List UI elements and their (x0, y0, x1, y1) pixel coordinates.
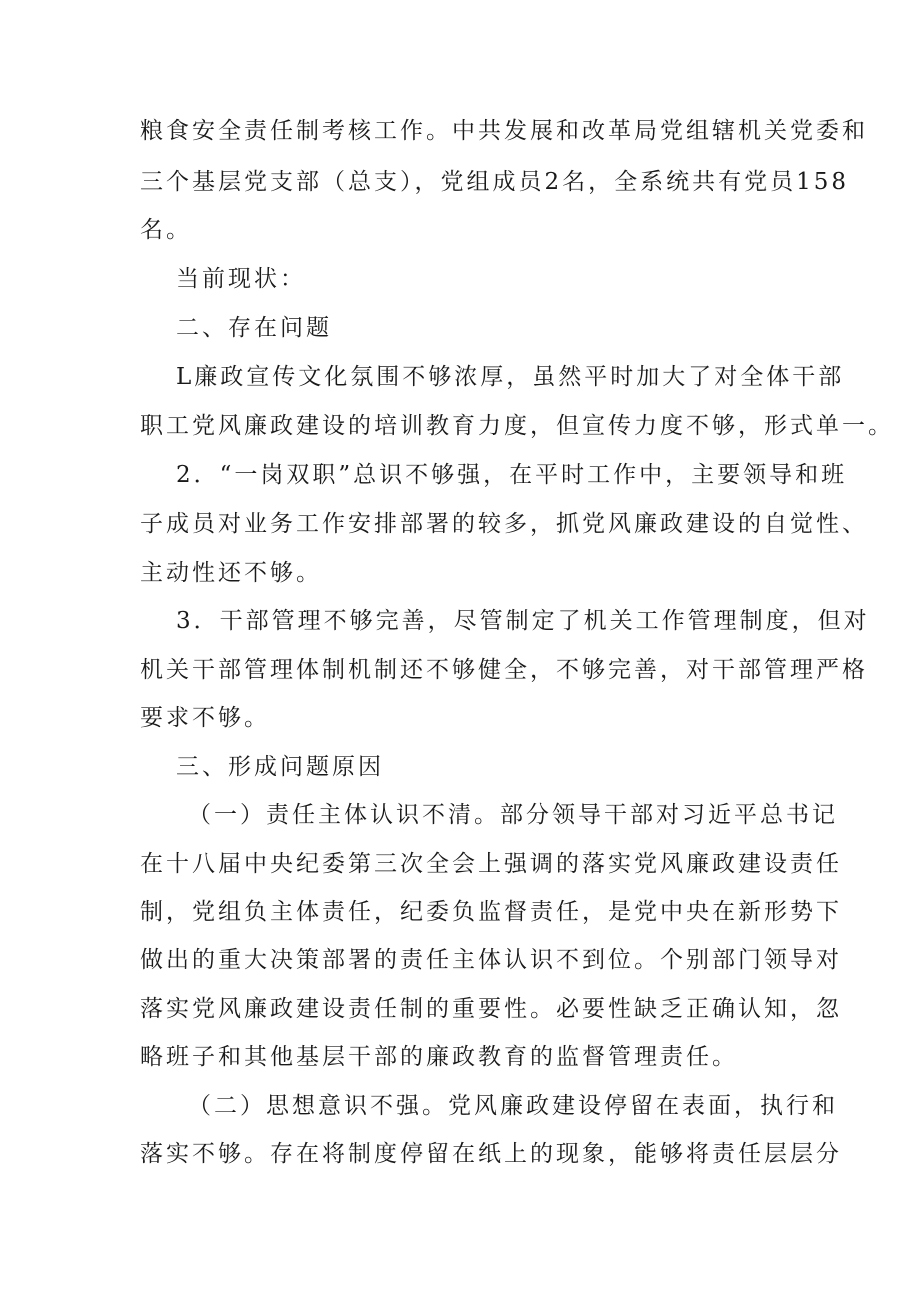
issue-3-line-3: 要求不够。 (140, 705, 270, 731)
cause-1-line-3: 制，党组负主体责任，纪委负监督责任，是党中央在新形势下 (140, 899, 842, 925)
issue-2-line-3: 主动性还不够。 (140, 560, 322, 586)
cause-1-line-4: 做出的重大决策部署的责任主体认识不到位。个别部门领导对 (140, 947, 842, 973)
issue-3-line-1: 3．干部管理不够完善，尽管制定了机关工作管理制度，但对 (176, 608, 870, 634)
paragraph-line-3: 名。 (140, 217, 192, 243)
paragraph-line-1: 粮食安全责任制考核工作。中共发展和改革局党组辖机关党委和 (140, 118, 868, 144)
cause-2-line-2: 落实不够。存在将制度停留在纸上的现象，能够将责任层层分 (140, 1141, 842, 1167)
paragraph-line-2: 三个基层党支部（总支），党组成员2名，全系统共有党员158 (140, 169, 850, 195)
issue-3-line-2: 机关干部管理体制机制还不够健全，不够完善，对干部管理严格 (140, 657, 868, 683)
cause-1-line-5: 落实党风廉政建设责任制的重要性。必要性缺乏正确认知，忽 (140, 996, 842, 1022)
section-2-heading: 二、存在问题 (176, 315, 332, 341)
issue-2-line-1: 2．“一岗双职”总识不够强，在平时工作中，主要领导和班 (176, 462, 848, 488)
issue-2-line-2: 子成员对业务工作安排部署的较多，抓党风廉政建设的自觉性、 (140, 511, 868, 537)
cause-1-line-1: （一）责任主体认识不清。部分领导干部对习近平总书记 (188, 802, 838, 828)
cause-2-line-1: （二）思想意识不强。党风廉政建设停留在表面，执行和 (188, 1093, 838, 1119)
current-status-heading: 当前现状： (176, 266, 306, 292)
cause-1-line-6: 略班子和其他基层干部的廉政教育的监督管理责任。 (140, 1044, 738, 1070)
issue-1-line-1: L廉政宣传文化氛围不够浓厚，虽然平时加大了对全体干部 (176, 364, 845, 390)
issue-1-line-2: 职工党风廉政建设的培训教育力度，但宣传力度不够，形式单一。 (140, 413, 894, 439)
cause-1-line-2: 在十八届中央纪委第三次全会上强调的落实党风廉政建设责任 (140, 851, 842, 877)
section-3-heading: 三、形成问题原因 (176, 754, 384, 780)
